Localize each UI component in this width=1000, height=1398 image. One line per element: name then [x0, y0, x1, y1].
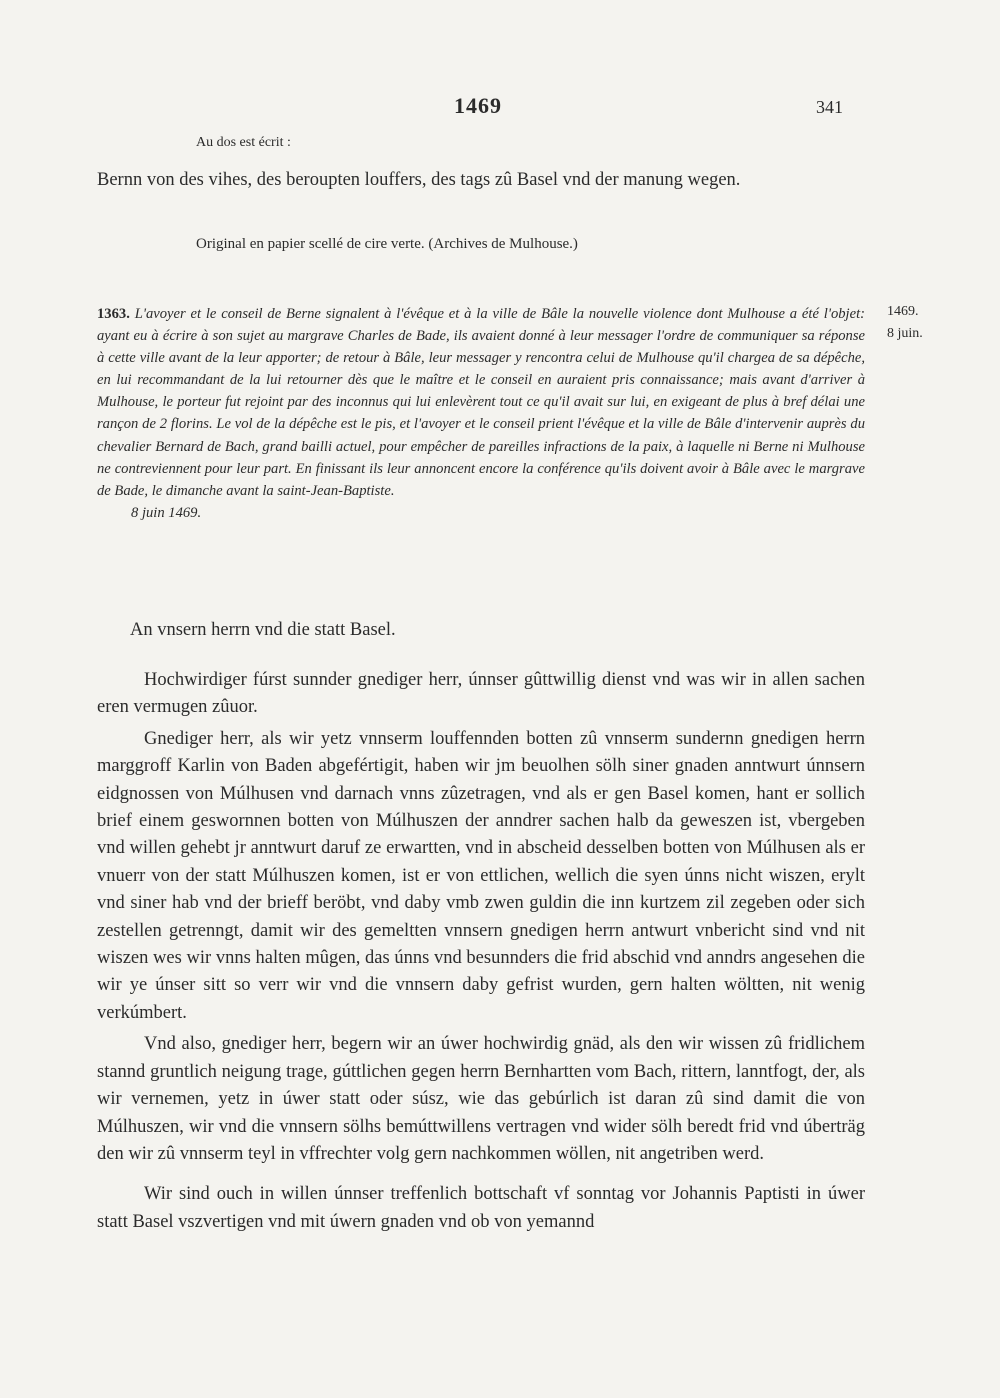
document-number: 1363. — [97, 306, 130, 322]
endorsement-text: Bernn von des vihes, des beroupten louffers, des tags zû Basel vnd der manung wegen. — [97, 170, 741, 190]
letter-address: An vnsern herrn vnd die statt Basel. — [130, 620, 396, 640]
endorsement-label: Au dos est écrit : — [196, 135, 291, 150]
letter-paragraph: Wir sind ouch in willen únnser treffenlich bottschaft vf sonntag vor Johannis Paptisti in úwer statt Basel vszvertigen vnd mit úwern gnaden vnd ob von yemannd — [97, 1184, 865, 1232]
margin-year: 1469. — [887, 304, 919, 319]
margin-date: 8 juin. — [887, 326, 923, 341]
regest-date: 8 juin 1469. — [131, 504, 202, 521]
page-number: 341 — [816, 97, 843, 117]
letter-paragraph: Vnd also, gnediger herr, begern wir an úwer hochwirdig gnäd, als den wir wissen zû fridlichem stannd gruntlich neigung trage, gúttlichen gegen herrn Bernhartten vom Bach, rittern, lanntfogt, der, als wir vernemen, yetz in úwer statt oder súsz, wie das gebúrlich ist daran zû sind damit die von Múlhuszen, wir vnd die vnnsern sölhs bemúttwillens vertragen vnd wider sölh beredt frid vnd úberträg den wir zû vnnserm teyl in vffrechter volg gern nachkommen wöllen, nit angetriben werd. — [97, 1034, 865, 1164]
regest-text: L'avoyer et le conseil de Berne signalent à l'évêque et à la ville de Bâle la nouvelle violence dont Mulhouse a été l'objet: ayant eu à écrire à son sujet au margrave Charles de Bade, ils avaient donné à leur messager l'ordre de communiquer sa réponse à cette ville avant de la leur apporter; de retour à Bâle, leur messager y rencontra celui de Mulhouse qu'il chargea de sa dépêche, en lui recommandant de la lui retourner dès que le maître et le conseil en auraient pris connaissance; mais avant d'arriver à Mulhouse, le porteur fut rejoint par des inconnus qui lui enlevèrent tout ce qu'il avait sur lui, en exigeant de plus à bref délai une rançon de 2 florins. Le vol de la dépêche est le pis, et l'avoyer et le conseil prient l'évêque et la ville de Bâle d'intervenir auprès du chevalier Bernard de Bach, grand bailli actuel, pour empêcher de pareilles infractions de la paix, à laquelle ni Berne ni Mulhouse ne contreviennent pour leur part. En finissant ils leur annoncent encore la conférence qu'ils doivent avoir à Bâle avec le margrave de Bade, le dimanche avant la saint-Jean-Baptiste. — [97, 306, 866, 499]
regest-summary — [97, 303, 865, 524]
letter-body — [97, 648, 865, 1236]
letter-paragraph: Gnediger herr, als wir yetz vnnserm louffennden botten zû vnnserm sundernn gnedigen herrn marggroff Karlin von Baden abgefértigit, haben wir jm beuolhen sölh siner gnaden anntwurt únnsern eidgnossen von Múlhusen vnd darnach vnns zûzetragen, vnd als er gen Basel komen, hant er sollich brief einem geswornnen botten von Múlhuszen der anndrer sachen halb da geweszen ist, vbergeben vnd willen gehebt jr anntwurt daruf ze erwartten, vnd in abscheid desselben botten von Múlhusen als er vnuerr von der statt Múlhuszen komen, ist er von ettlichen, wellich die syen únns nicht wiszen, erylt vnd siner hab vnd der brieff beröbt, vnd daby vmb zwen guldin die inn kurtzem zil zegeben oder sich zestellen getrenngt, damit wir des gemeltten vnnsern gnedigen herrn antwurt vnbericht sind vnd nit wiszen wes wir vnns halten mûgen, das únns vnd besunnders die frid abschid vnd anndrs angesehen die wir ye únser sitt so verr wir vnd die vnnsern daby gefrist wurden, gern halten wöltten, nit wenig verkúmbert. — [97, 728, 865, 1023]
running-head-year: 1469 — [454, 93, 502, 118]
letter-paragraph: Hochwirdiger fúrst sunnder gnediger herr, únnser gûttwillig dienst vnd was wir in allen sachen eren vermugen zûuor. — [97, 670, 865, 718]
source-note: Original en papier scellé de cire verte. (Archives de Mulhouse.) — [196, 236, 578, 252]
